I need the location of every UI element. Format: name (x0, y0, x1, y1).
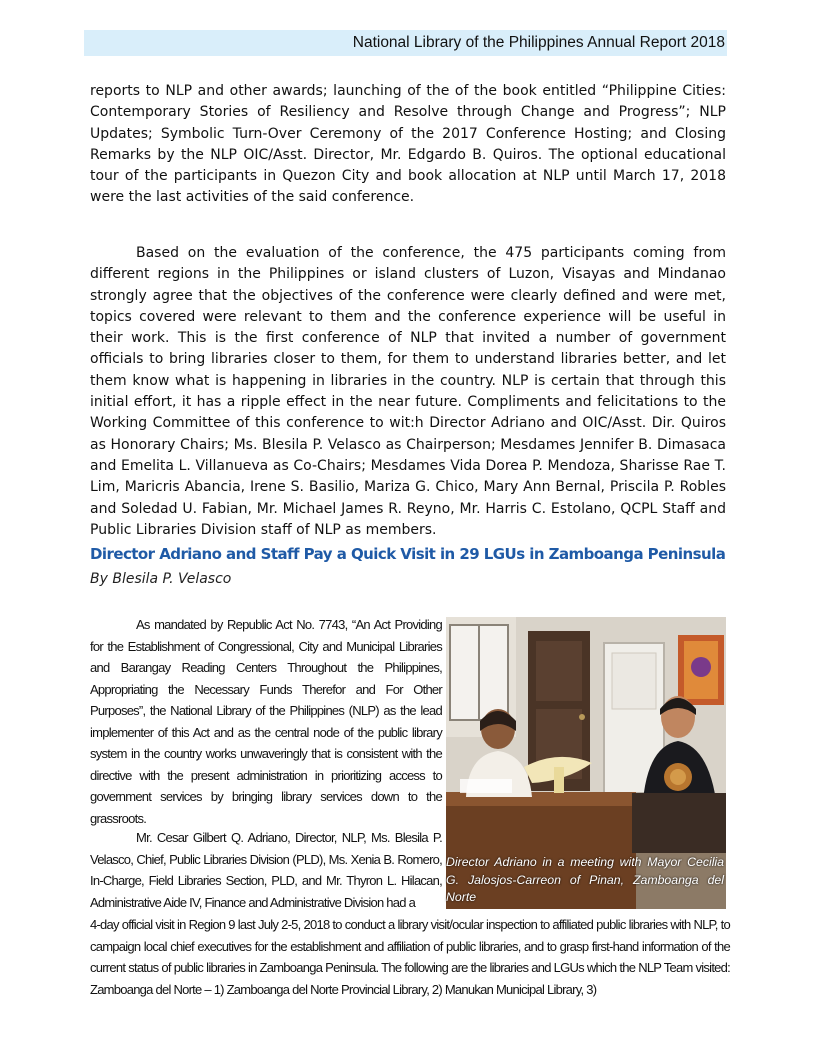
article-title: Director Adriano and Staff Pay a Quick Visit in 29 LGUs in Zamboanga Peninsula (90, 545, 726, 563)
paragraph-conference-evaluation: Based on the evaluation of the conference, the 475 participants coming from different regions in the Philippines or island clusters of Luzon, Visayas and Mindanao strongly agree that the objectives of the conference were clearly defined and were met, topics covered were relevant to them and the conference experience will be useful in their work. This is the first conference of NLP that invited a number of government officials to bring libraries closer to them, for them to understand libraries better, and let them know what is happening in libraries in the country. NLP is certain that through this initial effort, it has a ripple effect in the near future. Compliments and felicitations to the Working Committee of this conference to wit:h Director Adriano and OIC/Asst. Dir. Quiros as Honorary Chairs; Ms. Blesila P. Velasco as Chairperson; Mesdames Jennifer B. Dimasaca and Emelita L. Villanueva as Co-Chairs; Mesdames Vida Dorea P. Mendoza, Sharisse Rae T. Lim, Maricris Abancia, Irene S. Basilio, Mariza G. Chico, Mary Ann Bernal, Priscila P. Robles and Soledad U. Fabian, Mr. Michael James R. Reyno, Mr. Harris C. Estolano, QCPL Staff and Public Libraries Division staff of NLP as members. (90, 245, 726, 538)
running-header: National Library of the Philippines Annual Report 2018 (84, 30, 727, 56)
paragraph-team-visit: Mr. Cesar Gilbert Q. Adriano, Director, NLP, Ms. Blesila P. Velasco, Chief, Public Libraries Division (PLD), Ms. Xenia B. Romero, In-Charge, Field Libraries Section, PLD, and Mr. Thyron L. Hilacan, Administrative Aide IV, Finance and Administrative Division had a (90, 830, 442, 910)
paragraph-conference-activities: reports to NLP and other awards; launching of the of the book entitled “Philippine Cities: Contemporary Stories of Resiliency and Resolve through Change and Progress”; NLP Updates; Symbolic Turn-Over Ceremony of the 2017 Conference Hosting; and Closing Remarks by the NLP OIC/Asst. Director, Mr. Edgardo B. Quiros. The optional educational tour of the participants in Quezon City and book allocation at NLP until March 17, 2018 were the last activities of the said conference. (90, 83, 726, 206)
paragraph-visit-details: 4-day official visit in Region 9 last July 2-5, 2018 to conduct a library visit/ocular inspection to affiliated public libraries with NLP, to campaign local chief executives for the establishment and affiliation of public libraries, and to grasp first-hand information of the current status of public libraries in Zamboanga Peninsula. The following are the libraries and LGUs which the NLP Team visited: Zamboanga del Norte – 1) Zamboanga del Norte Provincial Library, 2) Manukan Municipal Library, 3) (90, 917, 730, 997)
paragraph-mandate: As mandated by Republic Act No. 7743, “An Act Providing for the Establishment of Congressional, City and Municipal Libraries and Barangay Reading Centers Throughout the Philippines, Appropriating the Necessary Funds Therefor and For Other Purposes”, the National Library of the Philippines (NLP) as the lead implementer of this Act and as the central node of the public library system in the country works unwaveringly that is consistent with the directive with the present administration in prioritizing access to government services by bringing library services down to the grassroots. (90, 617, 442, 826)
photo-caption: Director Adriano in a meeting with Mayor Cecilia G. Jalosjos-Carreon of Pinan, Zamboanga del Norte (446, 855, 724, 904)
article-byline: By Blesila P. Velasco (90, 571, 232, 587)
